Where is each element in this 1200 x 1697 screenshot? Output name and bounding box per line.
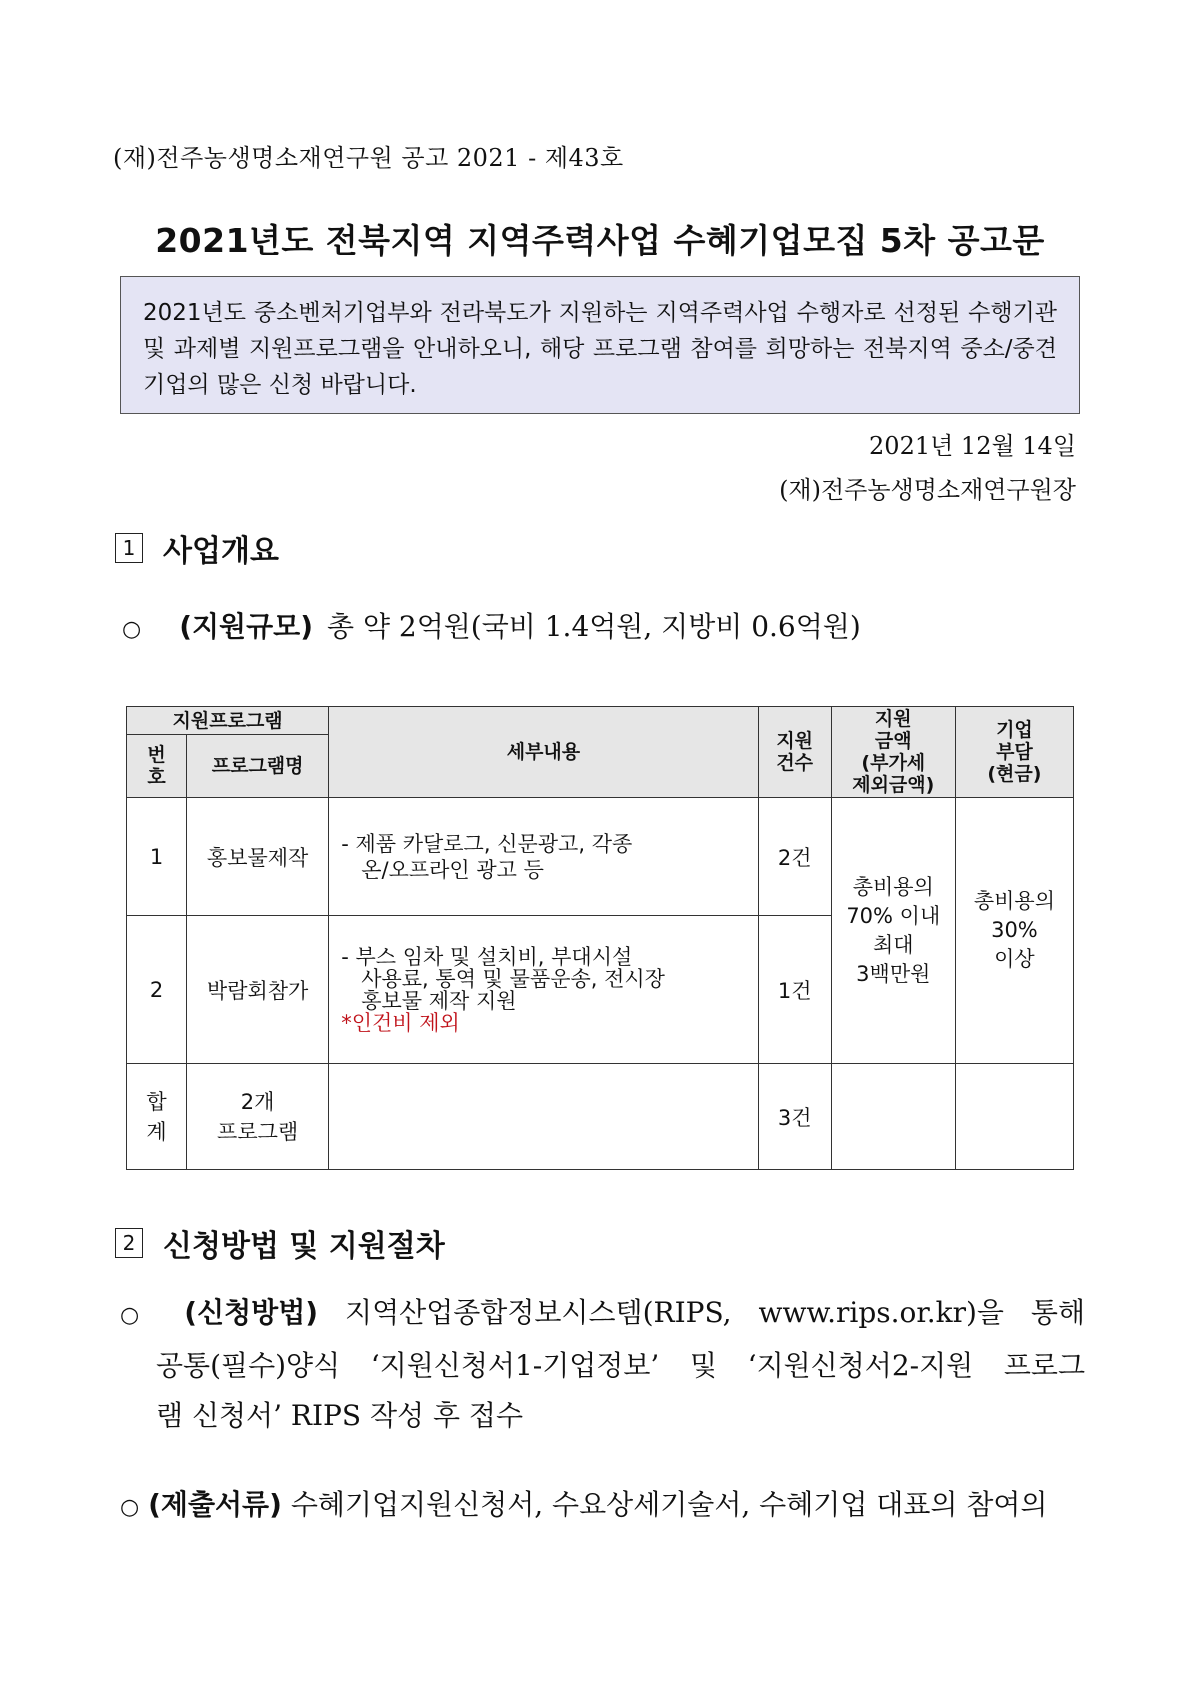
documents-text: 수혜기업지원신청서, 수요상세기술서, 수혜기업 대표의 참여의 xyxy=(290,1488,1048,1521)
apply-method-line: 램 신청서’ RIPS 작성 후 접수 xyxy=(156,1399,523,1432)
total-burden xyxy=(955,1064,1073,1170)
apply-method-line: 공통(필수)양식 ‘지원신청서1-기업정보’ 및 ‘지원신청서2-지원 프로그 xyxy=(156,1349,1085,1382)
table-total-row xyxy=(127,1064,1074,1170)
intro-box: 2021년도 중소벤처기업부와 전라북도가 지원하는 지역주력사업 수행자로 선정된 수행기관 및 과제별 지원프로그램을 안내하오니, 해당 프로그램 참여를 희망하는 전북지역 중소/중견기업의 많은 신청 바랍니다. xyxy=(120,276,1080,414)
section-number-box: 2 xyxy=(115,1228,143,1258)
row-program: 홍보물제작 xyxy=(187,798,329,916)
row-program: 박람회참가 xyxy=(187,916,329,1064)
row-no: 1 xyxy=(127,798,187,916)
bullet: ○ xyxy=(120,1495,140,1520)
detail-line: 홍보물 제작 지원 xyxy=(361,988,517,1013)
row-detail xyxy=(329,916,758,1064)
total-count: 3건 xyxy=(758,1064,831,1170)
submission-documents xyxy=(120,1480,1085,1533)
support-scale-label: (지원규모) xyxy=(179,610,313,643)
total-label: 합 계 xyxy=(127,1064,187,1170)
total-program: 2개 프로그램 xyxy=(187,1064,329,1170)
detail-note: *인건비 제외 xyxy=(341,1010,460,1035)
page-title: 2021년도 전북지역 지역주력사업 수혜기업모집 5차 공고문 xyxy=(155,221,1045,260)
support-scale-text: 총 약 2억원(국비 1.4억원, 지방비 0.6억원) xyxy=(327,610,861,643)
apply-method-line: 지역산업종합정보시스템(RIPS, www.rips.or.kr)을 통해 xyxy=(345,1296,1086,1329)
row-count: 1건 xyxy=(758,916,831,1064)
total-amount xyxy=(831,1064,955,1170)
apply-method xyxy=(120,1288,1085,1441)
section-1-heading xyxy=(115,526,279,570)
detail-line: 사용료, 통역 및 물품운송, 전시장 xyxy=(361,966,665,991)
section-number-box: 1 xyxy=(115,533,143,563)
row-detail xyxy=(329,798,758,916)
header-no: 번 호 xyxy=(127,735,187,798)
section-2-heading xyxy=(115,1221,445,1265)
header-detail: 세부내용 xyxy=(329,707,758,798)
header-program: 프로그램명 xyxy=(187,735,329,798)
notice-date: 2021년 12월 14일 xyxy=(869,432,1076,460)
detail-line: - 제품 카달로그, 신문광고, 각종 xyxy=(341,831,633,856)
bullet: ○ xyxy=(120,1303,158,1328)
apply-method-label: (신청방법) xyxy=(184,1296,319,1329)
section-title: 신청방법 및 지원절차 xyxy=(163,1229,445,1264)
table-row xyxy=(127,798,1074,916)
detail-line: - 부스 임차 및 설치비, 부대시설 xyxy=(341,944,633,969)
issuer: (재)전주농생명소재연구원장 xyxy=(779,476,1076,504)
documents-label: (제출서류) xyxy=(148,1488,282,1521)
bullet: ○ xyxy=(122,617,142,642)
support-amount: 총비용의 70% 이내 최대 3백만원 xyxy=(831,798,955,1064)
total-detail xyxy=(329,1064,758,1170)
header-amount: 지원 금액 (부가세 제외금액) xyxy=(831,707,955,798)
row-no: 2 xyxy=(127,916,187,1064)
support-scale xyxy=(122,605,861,645)
row-count: 2건 xyxy=(758,798,831,916)
header-program-group: 지원프로그램 xyxy=(127,707,329,735)
detail-line: 온/오프라인 광고 등 xyxy=(361,857,544,882)
header-count: 지원 건수 xyxy=(758,707,831,798)
company-burden: 총비용의 30% 이상 xyxy=(955,798,1073,1064)
section-title: 사업개요 xyxy=(163,534,279,569)
program-table xyxy=(126,706,1074,1170)
notice-number: (재)전주농생명소재연구원 공고 2021 - 제43호 xyxy=(113,144,624,172)
header-burden: 기업 부담 (현금) xyxy=(955,707,1073,798)
